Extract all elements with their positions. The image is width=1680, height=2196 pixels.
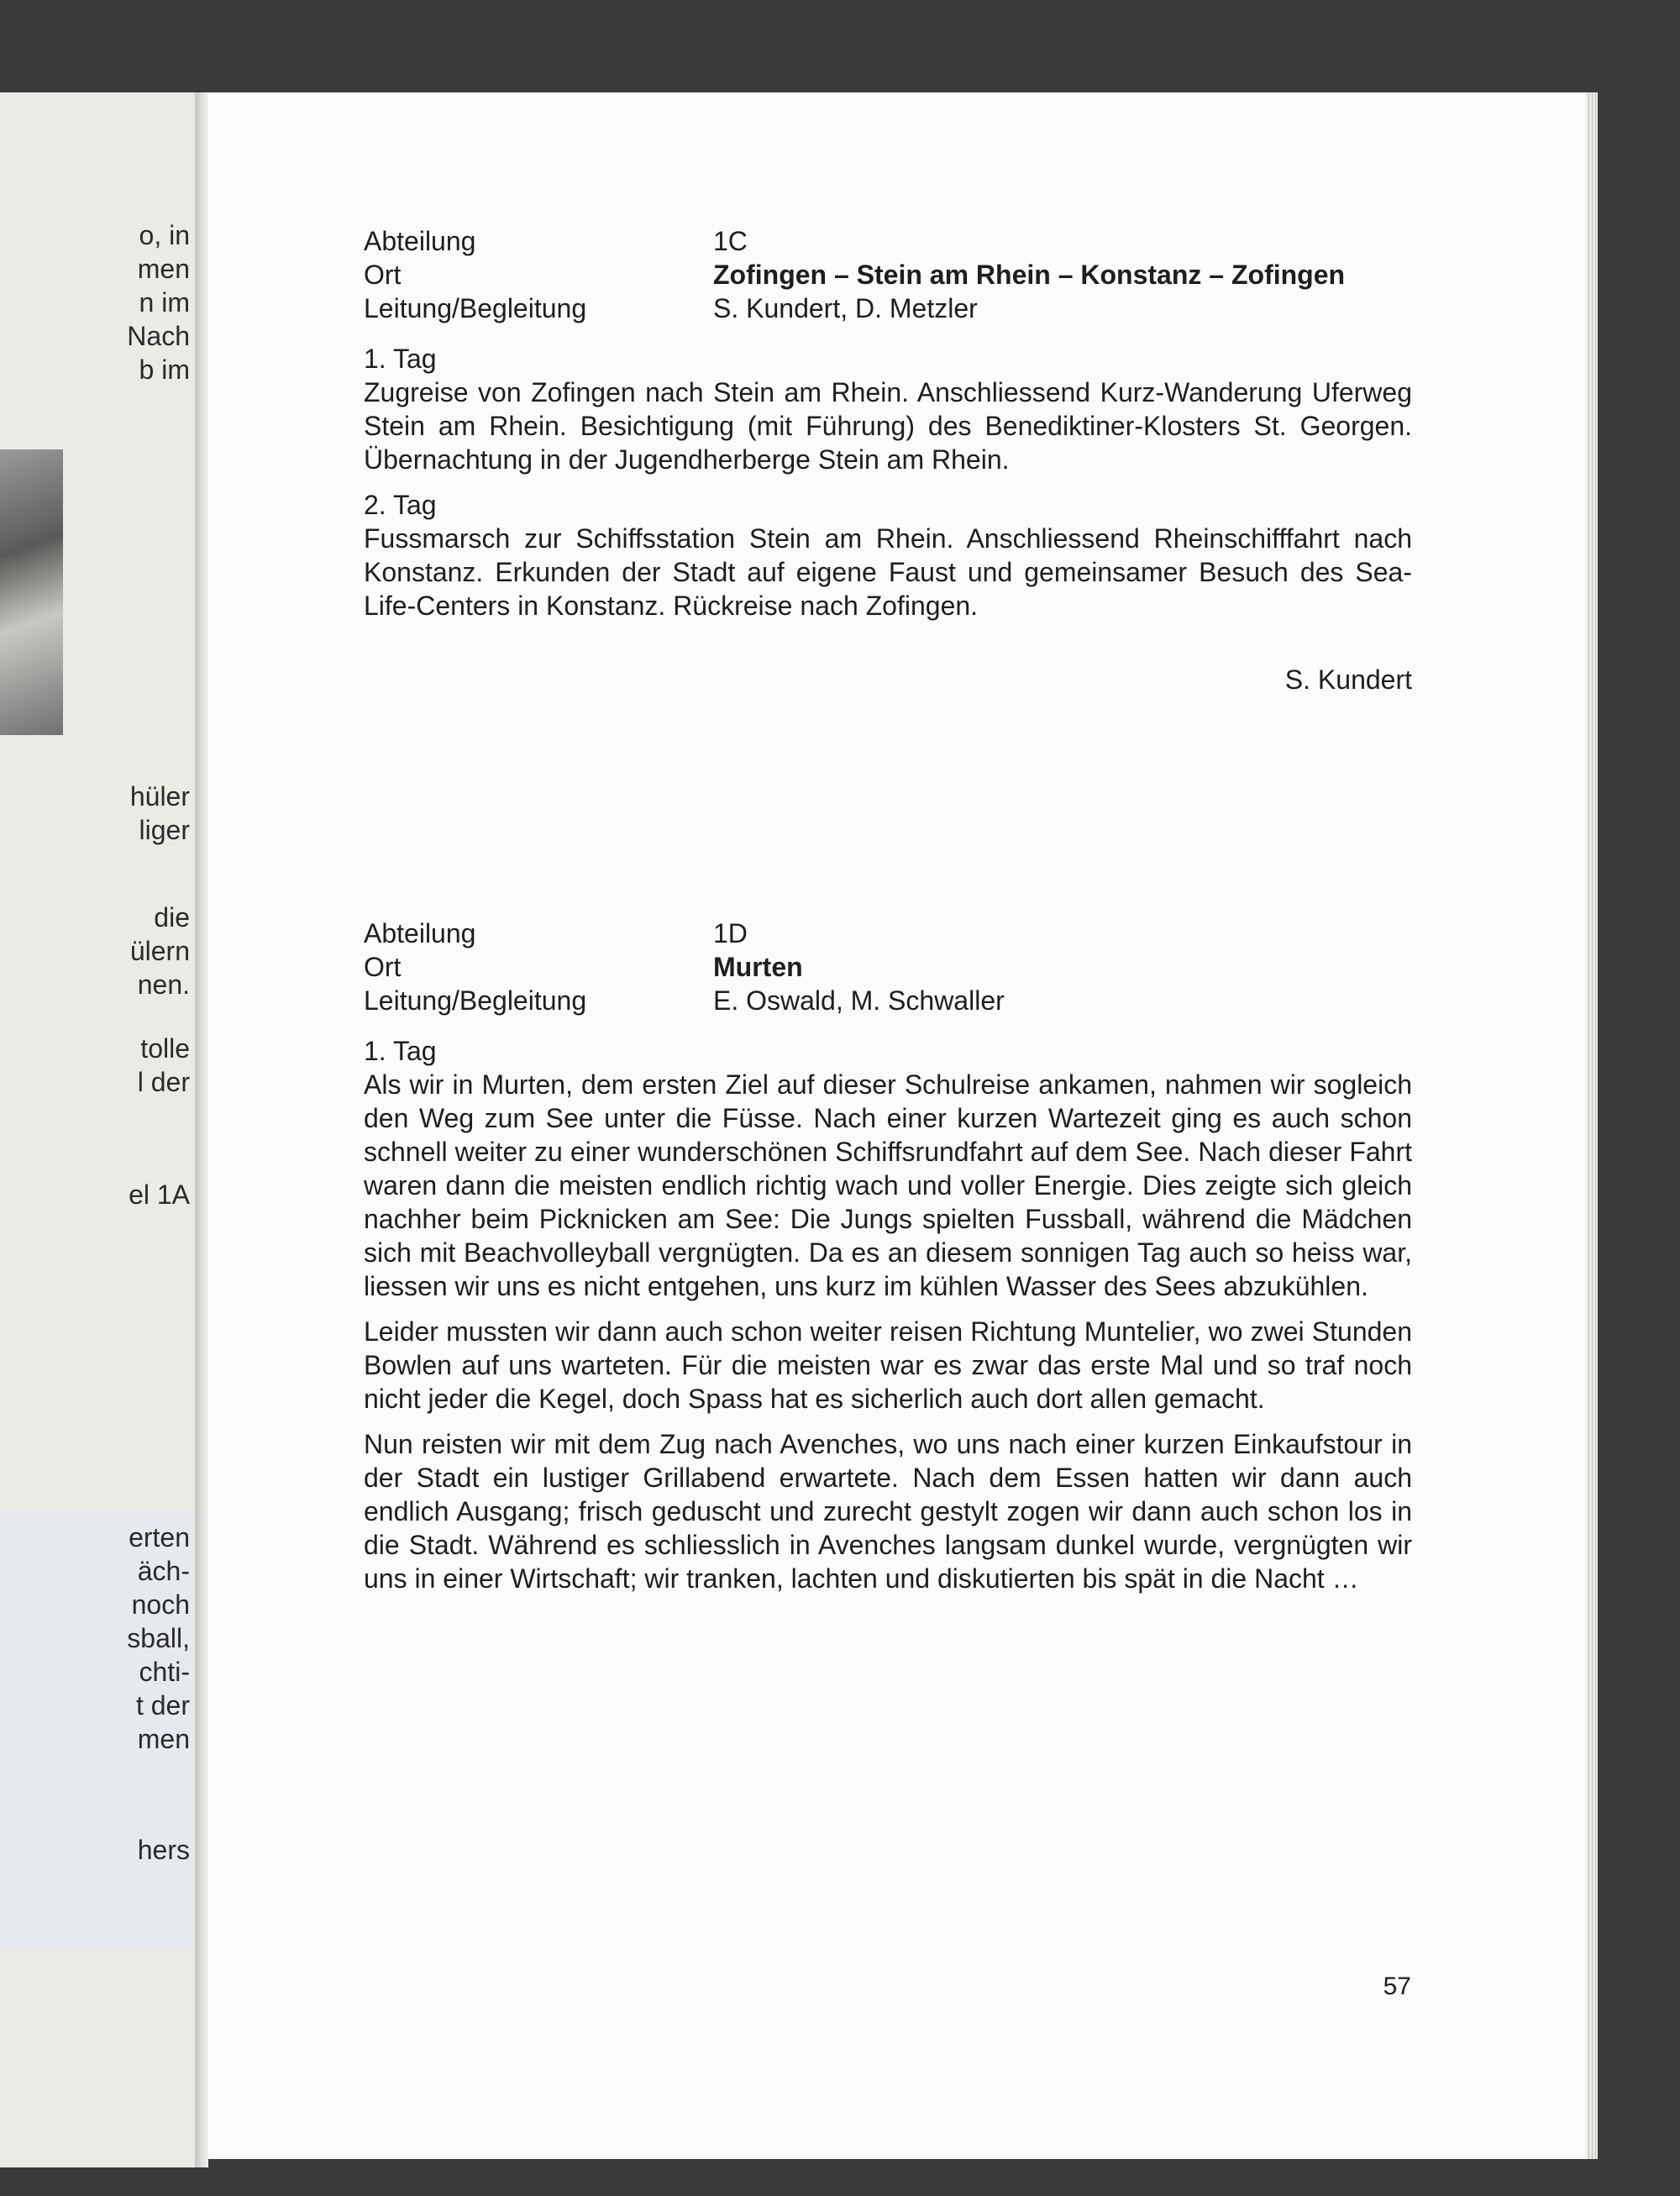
left-page-photo (0, 449, 63, 735)
left-page-text-fragment: hers (137, 1835, 190, 1865)
left-page-text-fragment: l der (137, 1067, 190, 1097)
left-page-text-fragment: die (154, 902, 190, 933)
day-1-text: Zugreise von Zofingen nach Stein am Rhein. Anschliessend Kurz-Wanderung Uferweg Stein am Rhein. Besichtigung (mit Führung) des Benediktiner-Klosters St. Georgen. Übernachtung in der Jugendherberge Stein am Rhein. (364, 377, 1412, 475)
left-page-text-fragment: nen. (137, 969, 190, 1000)
ort-value: Murten (713, 952, 803, 982)
book-gutter (195, 92, 208, 2167)
left-page-text-fragment: o, in (139, 220, 190, 250)
left-page-text-fragment: b im (139, 355, 190, 385)
left-page-text-fragment: men (137, 254, 190, 284)
left-page-text-fragment: noch (131, 1589, 190, 1620)
left-page-text-fragment: n im (139, 287, 190, 318)
abteilung-row (364, 224, 1412, 258)
left-page-text-fragment: hüler (129, 781, 190, 812)
abteilung-value: 1C (713, 226, 748, 256)
day-1-heading: 1. Tag (364, 1036, 437, 1066)
abteilung-label: Abteilung (364, 226, 476, 256)
left-page-text-fragment: äch- (137, 1556, 190, 1586)
page-number: 57 (1383, 1973, 1411, 2000)
leitung-value: S. Kundert, D. Metzler (713, 293, 978, 323)
leitung-row (364, 984, 1412, 1017)
day-2-heading: 2. Tag (364, 490, 437, 520)
leitung-label: Leitung/Begleitung (364, 293, 587, 323)
signature: S. Kundert (1284, 665, 1412, 695)
paragraph: Als wir in Murten, dem ersten Ziel auf dieser Schulreise ankamen, nahmen wir sogleich den Weg zum See unter die Füsse. Nach einer kurzen Wartezeit ging es auch schon schnell weiter zu einer wunderschönen Schiffsrundfahrt auf dem See. Nach dieser Fahrt waren dann die meisten endlich richtig wach und voller Energie. Dies zeigte sich gleich nachher beim Picknicken am See: Die Jungs spielten Fussball, während die Mädchen sich mit Beachvolleyball vergnügten. Da es an diesem sonnigen Tag auch so heiss war, liessen wir uns es nicht entgehen, uns kurz im kühlen Wasser des Sees abzukühlen. (364, 1069, 1412, 1301)
left-page-text-fragment: chti- (139, 1657, 190, 1687)
abteilung-row (364, 917, 1412, 950)
paragraph: Leider mussten wir dann auch schon weiter reisen Richtung Muntelier, wo zwei Stunden Bowlen auf uns warteten. Für die meisten war es zwar das erste Mal und so traf noch nicht jeder die Kegel, doch Spass hat es sicherlich auch dort allen gemacht. (364, 1316, 1412, 1414)
left-page-text-fragment: sball, (127, 1623, 190, 1653)
ort-label: Ort (364, 260, 402, 290)
page-edge (1586, 92, 1598, 2159)
left-page-text-fragment: men (137, 1724, 190, 1754)
left-page-text-fragment: el 1A (129, 1179, 190, 1210)
day-1-heading: 1. Tag (364, 344, 437, 374)
left-page (0, 92, 195, 2167)
day-2-text: Fussmarsch zur Schiffsstation Stein am Rhein. Anschliessend Rheinschifffahrt nach Konstanz. Erkunden der Stadt auf eigene Faust und gemeinsamer Besuch des Sea-Life-Centers in Konstanz. Rückreise nach Zofingen. (364, 523, 1412, 621)
ort-row (364, 258, 1412, 292)
leitung-value: E. Oswald, M. Schwaller (713, 985, 1005, 1016)
left-page-text-fragment: tolle (140, 1033, 190, 1064)
ort-label: Ort (364, 952, 402, 982)
left-page-text-fragment: erten (129, 1522, 190, 1552)
leitung-label: Leitung/Begleitung (364, 985, 587, 1016)
section-1c (364, 224, 1412, 696)
leitung-row (364, 292, 1412, 325)
abteilung-value: 1D (713, 918, 748, 948)
left-page-text-fragment: t der (135, 1690, 190, 1721)
left-page-text-fragment: Nach (127, 321, 190, 351)
left-page-text-fragment: liger (139, 815, 190, 845)
abteilung-label: Abteilung (364, 918, 476, 948)
ort-row (364, 950, 1412, 984)
ort-value: Zofingen – Stein am Rhein – Konstanz – Zofingen (713, 260, 1346, 290)
left-page-text-fragment: ülern (129, 936, 190, 966)
paragraph: Nun reisten wir mit dem Zug nach Avenches, wo uns nach einer kurzen Einkaufstour in der Stadt ein lustiger Grillabend erwartete. Nach dem Essen hatten wir dann auch endlich Ausgang; frisch geduscht und zurecht gestylt zogen wir dann auch schon los in die Stadt. Während es schliesslich in Avenches langsam dunkel wurde, vergnügten wir uns in einer Wirtschaft; wir tranken, lachten und diskutierten bis spät in die Nacht … (364, 1429, 1412, 1594)
section-1d (364, 917, 1412, 1595)
